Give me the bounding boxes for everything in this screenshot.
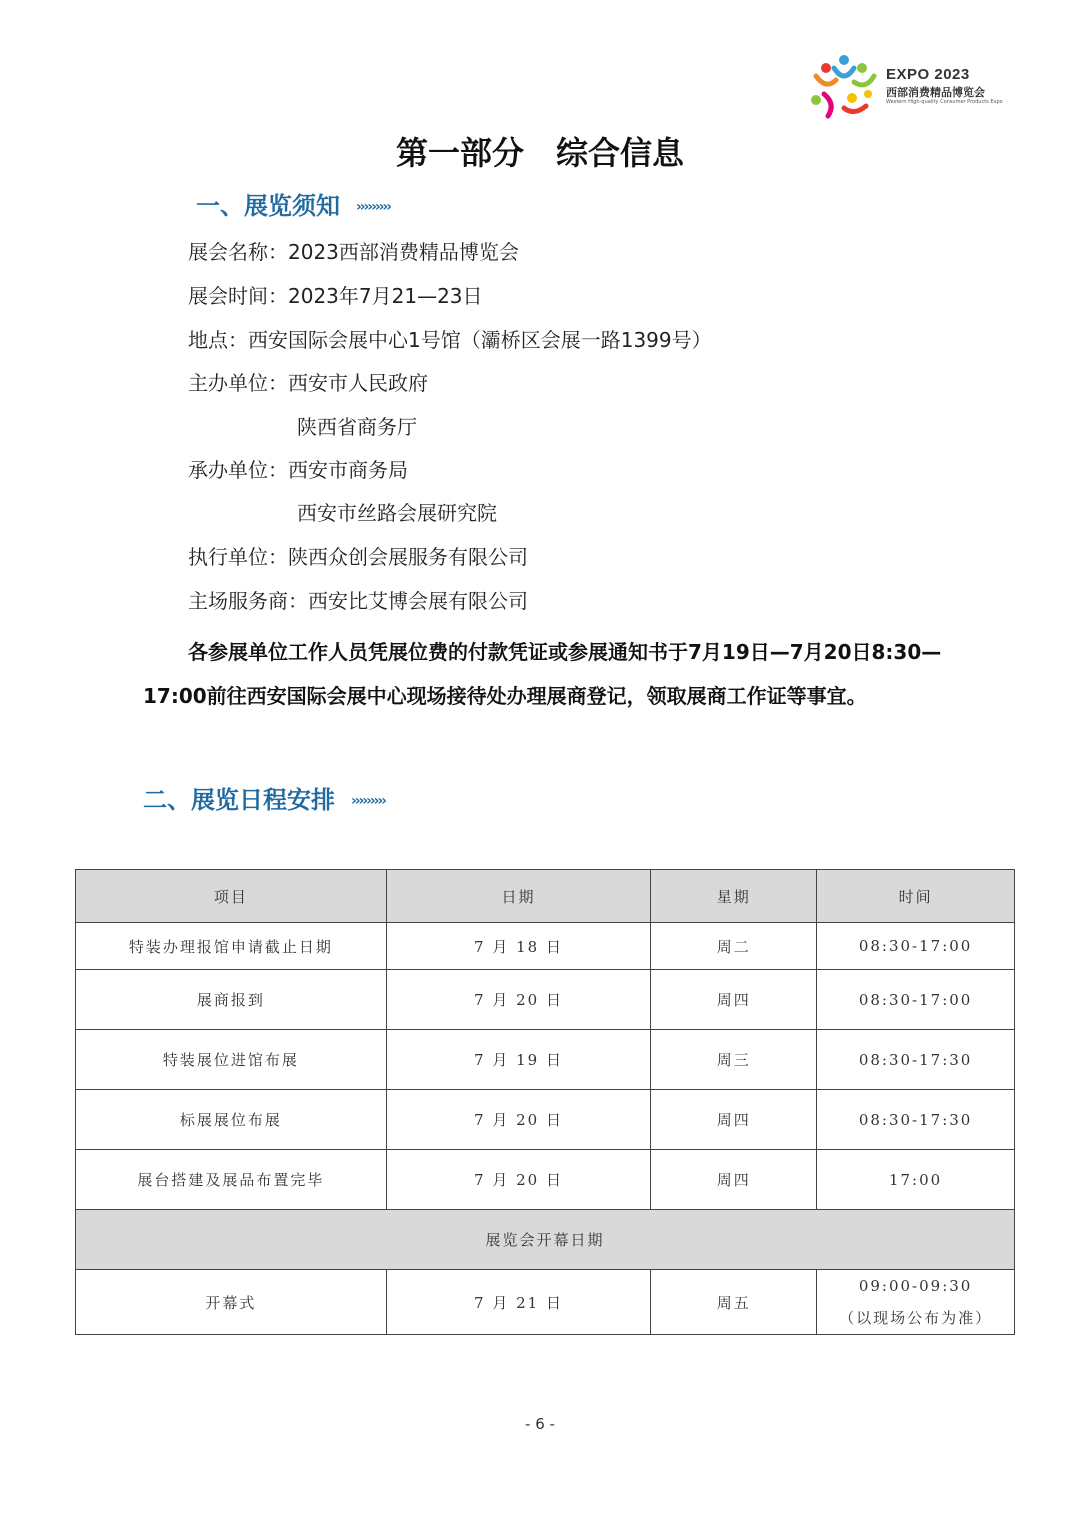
host-2: 陕西省商务厅 <box>297 415 417 439</box>
cell-item: 特装办理报馆申请截止日期 <box>76 923 387 970</box>
executor: 执行单位：陕西众创会展服务有限公司 <box>188 545 528 569</box>
arrows-icon: ››››››››› <box>351 793 385 809</box>
table-row <box>76 1150 1015 1210</box>
cell-time: 08:30-17:00 <box>817 970 1015 1030</box>
service-provider: 主场服务商：西安比艾博会展有限公司 <box>188 589 528 613</box>
cell-item: 展台搭建及展品布置完毕 <box>76 1150 387 1210</box>
organizer-line <box>188 454 408 483</box>
column-header-time: 时间 <box>817 870 1015 923</box>
opening-time-note: （以现场公布为准） <box>839 1309 993 1327</box>
cell-date: 7 月 20 日 <box>386 970 651 1030</box>
organizer-label: 承办单位： <box>188 458 288 482</box>
table-row <box>76 1270 1015 1335</box>
cell-date: 7 月 20 日 <box>386 1090 651 1150</box>
page-title: 第一部分 综合信息 <box>395 134 684 172</box>
table-header-row <box>76 870 1015 923</box>
expo-figures-icon <box>808 54 880 120</box>
cell-weekday: 周四 <box>651 1090 817 1150</box>
opening-time: 09:00-09:30 <box>858 1277 973 1295</box>
logo-english-name: Western High-quality Consumer Products Expo <box>886 99 1003 105</box>
expo-venue: 地点：西安国际会展中心1号馆（灞桥区会展一路1399号） <box>188 328 712 352</box>
host-label: 主办单位： <box>188 371 288 395</box>
cell-weekday: 周四 <box>651 970 817 1030</box>
cell-time <box>817 1270 1015 1335</box>
cell-date: 7 月 21 日 <box>386 1270 651 1335</box>
cell-weekday: 周二 <box>651 923 817 970</box>
cell-item: 展商报到 <box>76 970 387 1030</box>
cell-time: 08:30-17:30 <box>817 1090 1015 1150</box>
section-heading-notice-text: 一、展览须知 <box>196 192 340 220</box>
cell-time: 17:00 <box>817 1150 1015 1210</box>
page-number: - 6 - <box>525 1415 555 1433</box>
logo-expo-text: EXPO 2023 <box>886 66 970 83</box>
cell-date: 7 月 18 日 <box>386 923 651 970</box>
section-heading-notice <box>196 186 390 221</box>
cell-item: 开幕式 <box>76 1270 387 1335</box>
registration-notice <box>143 630 943 718</box>
cell-date: 7 月 20 日 <box>386 1150 651 1210</box>
host-line <box>188 367 428 396</box>
arrows-icon: ››››››››› <box>356 199 390 215</box>
opening-heading-row <box>76 1210 1015 1270</box>
cell-time: 08:30-17:00 <box>817 923 1015 970</box>
column-header-item: 项目 <box>76 870 387 923</box>
section-heading-schedule-text: 二、展览日程安排 <box>143 786 335 814</box>
host-1: 西安市人民政府 <box>288 371 428 395</box>
cell-weekday: 周五 <box>651 1270 817 1335</box>
table-row <box>76 923 1015 970</box>
cell-item: 特装展位进馆布展 <box>76 1030 387 1090</box>
cell-time: 08:30-17:30 <box>817 1030 1015 1090</box>
column-header-date: 日期 <box>386 870 651 923</box>
cell-item: 标展展位布展 <box>76 1090 387 1150</box>
organizer-1: 西安市商务局 <box>288 458 408 482</box>
registration-notice-text: 各参展单位工作人员凭展位费的付款凭证或参展通知书于7月19日—7月20日8:30—17:00前往西安国际会展中心现场接待处办理展商登记，领取展商工作证等事宜。 <box>143 640 942 708</box>
expo-name: 展会名称：2023西部消费精品博览会 <box>188 240 519 264</box>
expo-time: 展会时间：2023年7月21—23日 <box>188 284 483 308</box>
table-row <box>76 970 1015 1030</box>
section-heading-schedule <box>143 780 385 815</box>
organizer-2: 西安市丝路会展研究院 <box>297 501 497 525</box>
logo-chinese-name: 西部消费精品博览会 <box>886 86 985 99</box>
table-row <box>76 1090 1015 1150</box>
opening-heading: 展览会开幕日期 <box>76 1210 1015 1270</box>
cell-weekday: 周三 <box>651 1030 817 1090</box>
cell-weekday: 周四 <box>651 1150 817 1210</box>
expo-logo <box>808 52 1008 122</box>
column-header-weekday: 星期 <box>651 870 817 923</box>
cell-date: 7 月 19 日 <box>386 1030 651 1090</box>
table-row <box>76 1030 1015 1090</box>
schedule-table <box>75 869 1015 1335</box>
